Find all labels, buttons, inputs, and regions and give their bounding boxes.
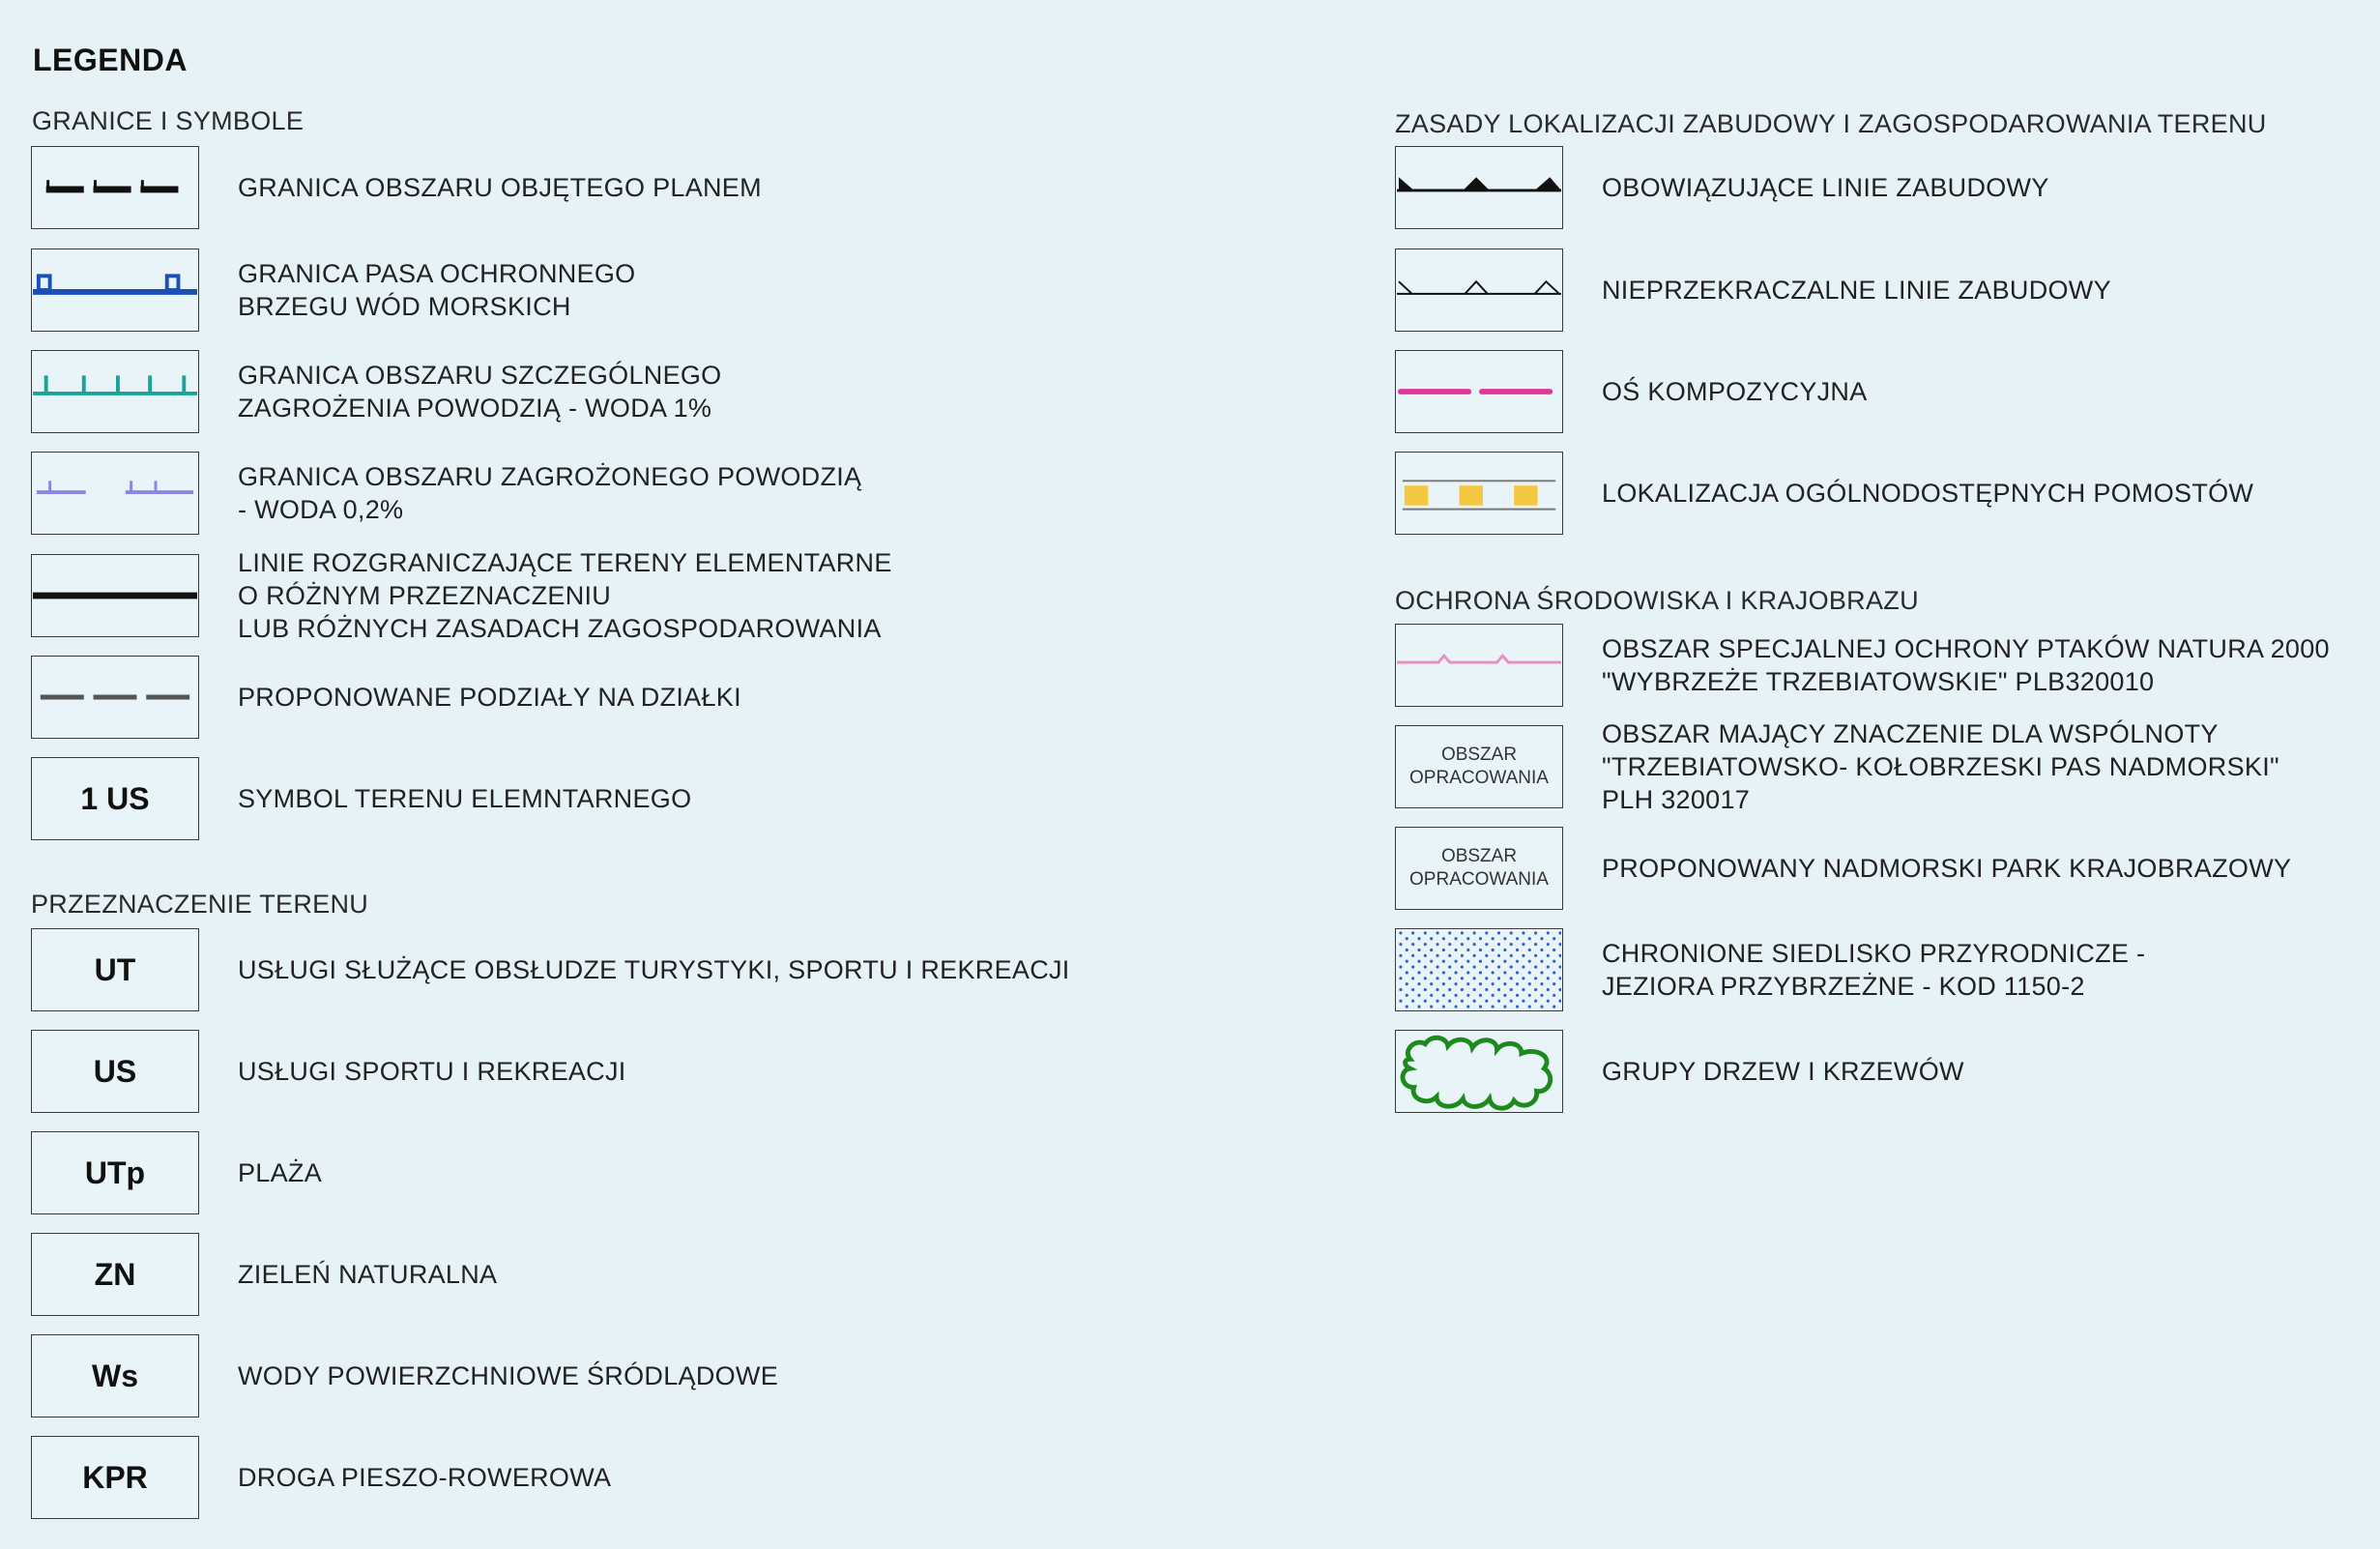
legend-label-landscape-park: PROPONOWANY NADMORSKI PARK KRAJOBRAZOWY bbox=[1602, 854, 2292, 883]
legend-label-community-area: OBSZAR MAJĄCY ZNACZENIE DLA WSPÓLNOTY "TRZEBIATOWSKO- KOŁOBRZESKI PAS NADMORSKI" PLH 320017 bbox=[1602, 719, 2279, 814]
public-pier-icon bbox=[1395, 452, 1563, 535]
legend-title: LEGENDA bbox=[33, 43, 188, 77]
legend-label-plan-boundary: GRANICA OBSZARU OBJĘTEGO PLANEM bbox=[238, 173, 762, 202]
section-heading-development: ZASADY LOKALIZACJI ZABUDOWY I ZAGOSPODAROWANIA TERENU bbox=[1395, 109, 2267, 138]
legend-label-flood-02: GRANICA OBSZARU ZAGROŻONEGO POWODZIĄ - WODA 0,2% bbox=[238, 462, 862, 524]
composition-axis-icon bbox=[1395, 350, 1563, 433]
legend-label-protected-habitat: CHRONIONE SIEDLISKO PRZYRODNICZE - JEZIORA PRZYBRZEŻNE - KOD 1150-2 bbox=[1602, 939, 2146, 1001]
elementary-area-symbol: 1 US bbox=[31, 757, 199, 840]
legend-label-flood-1: GRANICA OBSZARU SZCZEGÓLNEGO ZAGROŻENIA POWODZIĄ - WODA 1% bbox=[238, 361, 722, 423]
land-use-label-zn: ZIELEŃ NATURALNA bbox=[238, 1260, 498, 1289]
legend-label-demarcation: LINIE ROZGRANICZAJĄCE TERENY ELEMENTARNE O RÓŻNYM PRZEZNACZENIU LUB RÓŻNYCH ZASADACH ZAGOSPODAROWANIA bbox=[238, 548, 892, 643]
land-use-code-ws: Ws bbox=[31, 1334, 199, 1417]
legend-label-plot-division: PROPONOWANE PODZIAŁY NA DZIAŁKI bbox=[238, 683, 741, 712]
legend-label-elementary-symbol: SYMBOL TERENU ELEMNTARNEGO bbox=[238, 784, 692, 813]
land-use-code-us: US bbox=[31, 1030, 199, 1113]
tree-shrub-group-icon bbox=[1395, 1030, 1563, 1113]
legend-label-mandatory-line: OBOWIĄZUJĄCE LINIE ZABUDOWY bbox=[1602, 173, 2049, 202]
legend-label-trees: GRUPY DRZEW I KRZEWÓW bbox=[1602, 1057, 1964, 1086]
legend-label-public-pier: LOKALIZACJA OGÓLNODOSTĘPNYCH POMOSTÓW bbox=[1602, 479, 2254, 508]
demarcation-line-icon bbox=[31, 554, 199, 637]
section-heading-boundaries: GRANICE I SYMBOLE bbox=[32, 106, 305, 135]
land-use-code-utp: UTp bbox=[31, 1131, 199, 1214]
flood-risk-0-2-percent-icon bbox=[31, 452, 199, 535]
non-exceedable-building-line-icon bbox=[1395, 248, 1563, 332]
land-use-label-utp: PLAŻA bbox=[238, 1158, 323, 1187]
protected-habitat-dots-icon bbox=[1395, 928, 1563, 1011]
flood-risk-1-percent-icon bbox=[31, 350, 199, 433]
plot-division-icon bbox=[31, 656, 199, 739]
coastal-protection-belt-icon bbox=[31, 248, 199, 332]
section-heading-land-use: PRZEZNACZENIE TERENU bbox=[31, 890, 369, 919]
community-area-box: OBSZAR OPRACOWANIA bbox=[1395, 725, 1563, 808]
natura-2000-bird-area-icon bbox=[1395, 624, 1563, 707]
legend-label-non-exceedable-line: NIEPRZEKRACZALNE LINIE ZABUDOWY bbox=[1602, 276, 2111, 305]
section-heading-environment: OCHRONA ŚRODOWISKA I KRAJOBRAZU bbox=[1395, 586, 1919, 615]
landscape-park-box: OBSZAR OPRACOWANIA bbox=[1395, 827, 1563, 910]
land-use-code-ut: UT bbox=[31, 928, 199, 1011]
mandatory-building-line-icon bbox=[1395, 146, 1563, 229]
land-use-code-kpr: KPR bbox=[31, 1436, 199, 1519]
legend-label-coastal-belt: GRANICA PASA OCHRONNEGO BRZEGU WÓD MORSKICH bbox=[238, 259, 636, 321]
land-use-label-kpr: DROGA PIESZO-ROWEROWA bbox=[238, 1463, 612, 1492]
land-use-label-ut: USŁUGI SŁUŻĄCE OBSŁUDZE TURYSTYKI, SPORTU I REKREACJI bbox=[238, 955, 1070, 984]
plan-boundary-icon bbox=[31, 146, 199, 229]
legend-label-composition-axis: OŚ KOMPOZYCYJNA bbox=[1602, 377, 1868, 406]
legend-label-natura-2000: OBSZAR SPECJALNEJ OCHRONY PTAKÓW NATURA 2000 "WYBRZEŻE TRZEBIATOWSKIE" PLB320010 bbox=[1602, 634, 2330, 696]
land-use-code-zn: ZN bbox=[31, 1233, 199, 1316]
land-use-label-ws: WODY POWIERZCHNIOWE ŚRÓDLĄDOWE bbox=[238, 1361, 779, 1390]
land-use-label-us: USŁUGI SPORTU I REKREACJI bbox=[238, 1057, 626, 1086]
